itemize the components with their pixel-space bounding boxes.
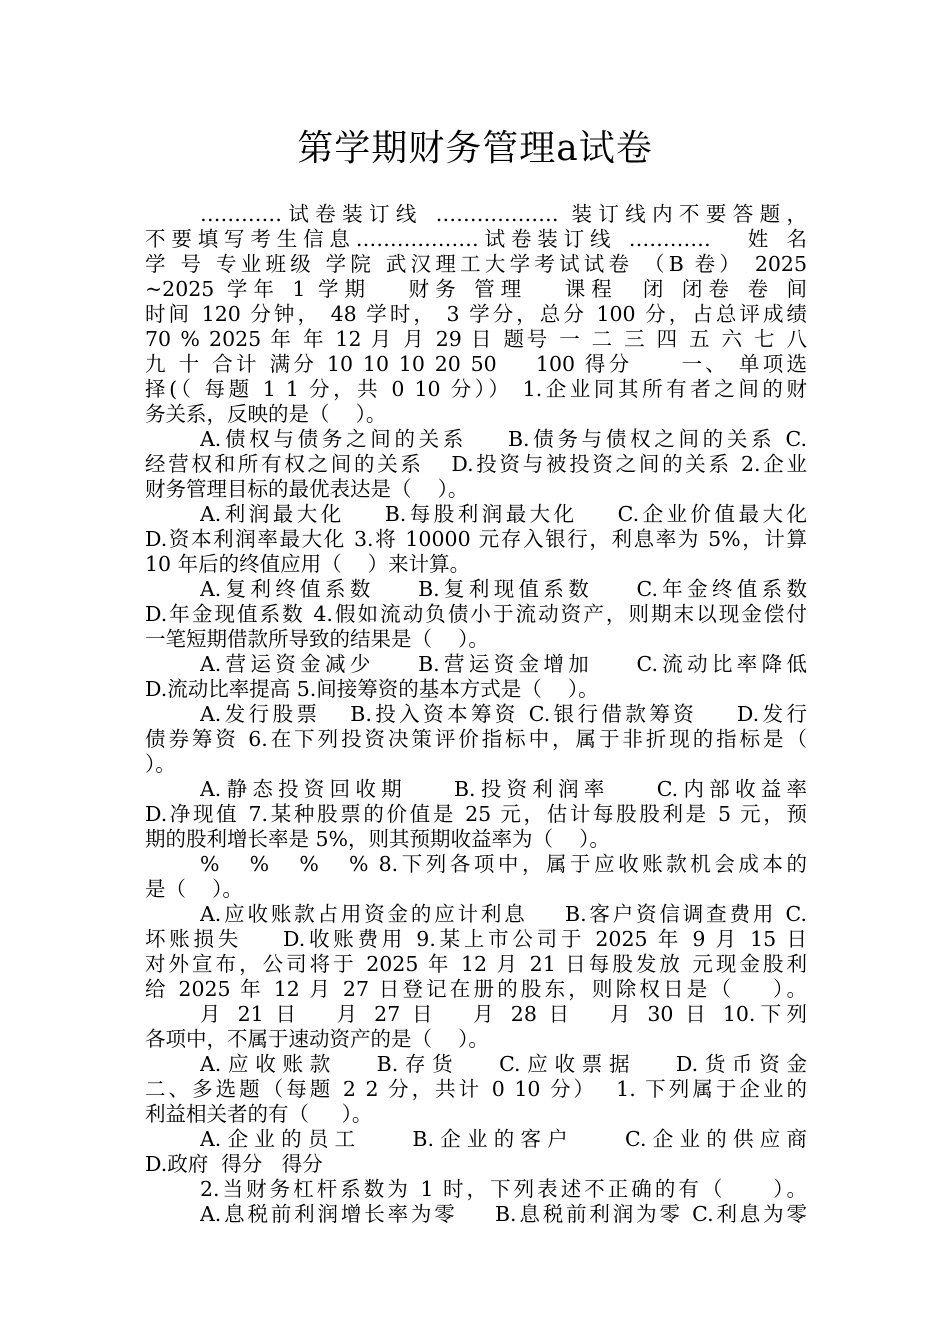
text-line: …………试卷装订线 ……………… 装订线内不要答题，: [200, 202, 807, 226]
text-line: 10 年后的终值应用（ ）来计算。: [145, 552, 471, 576]
text-line: 择(（ 每题 1 1 分，共 0 10 分）） 1.企业同其所有者之间的财: [145, 377, 807, 401]
text-line: 经营权和所有权之间的关系 D.投资与被投资之间的关系 2.企业: [145, 452, 807, 476]
text-line: % % % % 8.下列各项中，属于应收账款机会成本的: [200, 852, 807, 876]
text-line: 70 % 2025 年 年 12 月 月 29 日 题号 一 二 三 四 五 六 七 八: [145, 327, 807, 351]
text-line: ）。: [145, 752, 176, 776]
text-line: 坏账损失 D.收账费用 9.某上市公司于 2025 年 9 月 15 日: [145, 927, 807, 951]
text-line: 利益相关者的有（ ）。: [145, 1102, 373, 1126]
text-line: D.政府 得分 得分: [145, 1152, 323, 1176]
text-line: 是（ ）。: [145, 877, 243, 901]
text-line: A.静态投资回收期 B.投资利润率 C.内部收益率: [200, 777, 807, 801]
text-line: 给 2025 年 12 月 27 日登记在册的股东，则除权日是（ ）。: [145, 977, 807, 1001]
text-line: 各项中，不属于速动资产的是（ ）。: [145, 1027, 489, 1051]
text-line: 债券筹资 6.在下列投资决策评价指标中，属于非折现的指标是（: [145, 727, 807, 751]
text-line: A.发行股票 B.投入资本筹资 C.银行借款筹资 D.发行: [200, 702, 807, 726]
text-line: A.营运资金减少 B.营运资金增加 C.流动比率降低: [200, 652, 807, 676]
text-line: 不要填写考生信息………………试卷装订线 ………… 姓 名: [145, 227, 807, 251]
text-line: 月 21 日 月 27 日 月 28 日 月 30 日 10.下列: [200, 1002, 807, 1026]
text-line: 九 十 合计 满分 10 10 10 20 50 100 得分 一、 单项选: [145, 352, 807, 376]
text-line: A.应收账款占用资金的应计利息 B.客户资信调查费用 C.: [200, 902, 807, 926]
text-line: D.资本利润率最大化 3.将 10000 元存入银行，利息率为 5%，计算: [145, 527, 807, 551]
text-line: A.息税前利润增长率为零 B.息税前利润为零 C.利息为零: [200, 1202, 807, 1226]
text-line: 财务管理目标的最优表达是（ ）。: [145, 477, 469, 501]
text-line: A.复利终值系数 B.复利现值系数 C.年金终值系数: [200, 577, 807, 601]
text-line: D.净现值 7.某种股票的价值是 25 元，估计每股股利是 5 元，预: [145, 802, 807, 826]
text-line: D.年金现值系数 4.假如流动负债小于流动资产，则期末以现金偿付: [145, 602, 807, 626]
text-line: 务关系，反映的是（ ）。: [145, 402, 387, 426]
text-line: 2.当财务杠杆系数为 1 时，下列表述不正确的有（ ）。: [200, 1177, 807, 1201]
text-line: A.应收账款 B.存货 C.应收票据 D.货币资金: [200, 1052, 807, 1076]
text-line: A.债权与债务之间的关系 B.债务与债权之间的关系 C.: [200, 427, 807, 451]
text-line: A.利润最大化 B.每股利润最大化 C.企业价值最大化: [200, 502, 807, 526]
page-title: 第学期财务管理a试卷: [297, 128, 653, 169]
text-line: 期的股利增长率是 5%，则其预期收益率为（ ）。: [145, 827, 610, 851]
text-line: 学 号 专业班级 学院 武汉理工大学考试试卷 （B 卷） 2025: [145, 252, 807, 276]
text-line: A.企业的员工 B.企业的客户 C.企业的供应商: [200, 1127, 807, 1151]
text-line: 对外宣布，公司将于 2025 年 12 月 21 日每股发放 元现金股利: [145, 952, 807, 976]
text-line: 二、多选题（每题 2 2 分，共计 0 10 分） 1. 下列属于企业的: [145, 1077, 807, 1101]
text-line: ~2025 学年 1 学期 财务 管理 课程 闭 闭卷 卷 间: [145, 277, 807, 301]
text-line: 时间 120 分钟， 48 学时， 3 学分，总分 100 分，占总评成绩: [145, 302, 807, 326]
text-line: 一笔短期借款所导致的结果是（ ）。: [145, 627, 489, 651]
text-line: D.流动比率提高 5.间接筹资的基本方式是（ ）。: [145, 677, 599, 701]
